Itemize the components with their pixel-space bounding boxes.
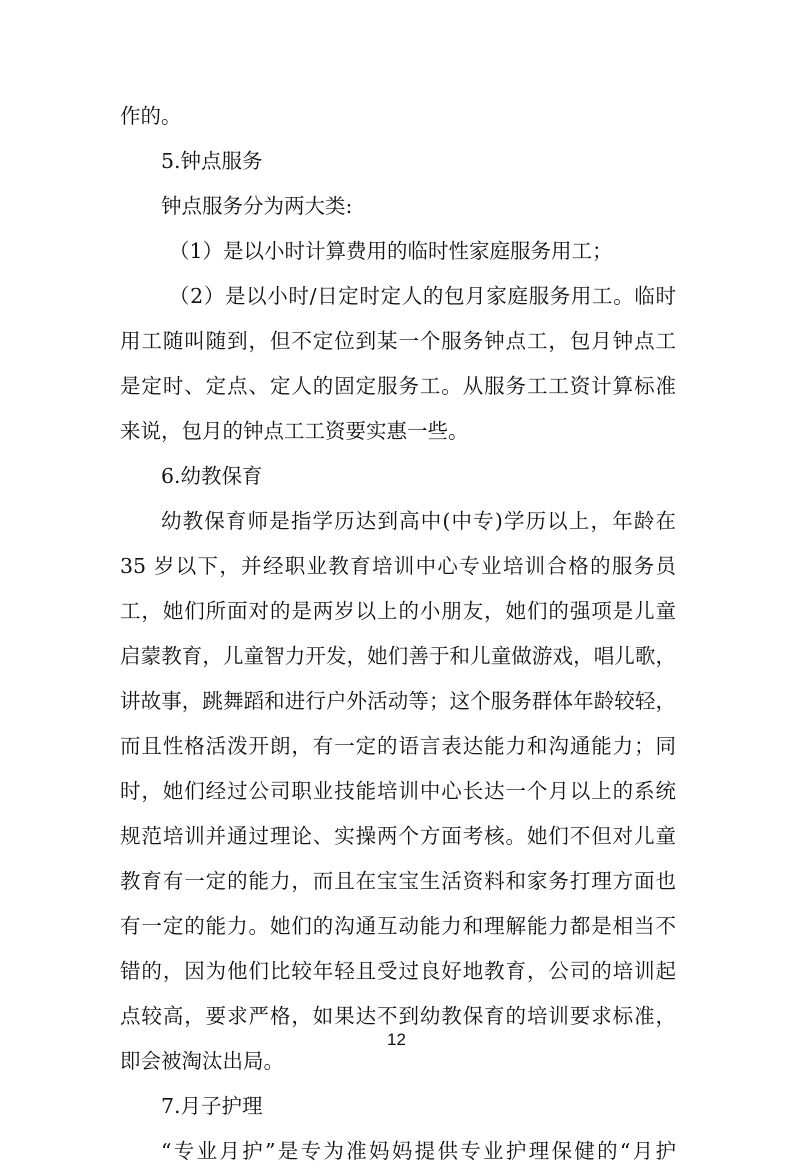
- section-7-heading: 7.月子护理: [161, 1094, 263, 1118]
- section-6-paragraph-line: 讲故事，跳舞蹈和进行户外活动等；这个服务群体年龄较轻，: [120, 689, 676, 713]
- section-5-heading: 5.钟点服务: [161, 149, 263, 173]
- section-7-first-line: “专业月护”是专为准妈妈提供专业护理保健的“月护: [161, 1139, 676, 1163]
- page-number: 12: [387, 1030, 406, 1049]
- section-5-intro: 钟点服务分为两大类:: [161, 194, 353, 218]
- section-5-paragraph-line: 来说，包月的钟点工工资要实惠一些。: [120, 419, 469, 443]
- continuation-text: 作的。: [120, 104, 182, 128]
- section-6-paragraph-line: 教育有一定的能力，而且在宝宝生活资料和家务打理方面也: [120, 869, 676, 893]
- section-6-paragraph-line: 幼教保育师是指学历达到高中(中专)学历以上，年龄在: [161, 509, 676, 533]
- section-6-paragraph-line: 工，她们所面对的是两岁以上的小朋友，她们的强项是儿童: [120, 599, 676, 623]
- section-6-paragraph-line: 而且性格活泼开朗，有一定的语言表达能力和沟通能力；同: [120, 734, 676, 758]
- section-5-paragraph-line: 是定时、定点、定人的固定服务工。从服务工工资计算标准: [120, 374, 676, 398]
- section-6-paragraph-line: 有一定的能力。她们的沟通互动能力和理解能力都是相当不: [120, 914, 676, 938]
- section-6-paragraph-line: 35 岁以下，并经职业教育培训中心专业培训合格的服务员: [120, 554, 676, 578]
- section-6-paragraph-line: 错的，因为他们比较年轻且受过良好地教育，公司的培训起: [120, 959, 676, 983]
- section-6-paragraph-line: 时，她们经过公司职业技能培训中心长达一个月以上的系统: [120, 779, 676, 803]
- section-6-paragraph-line: 规范培训并通过理论、实操两个方面考核。她们不但对儿童: [120, 824, 676, 848]
- section-6-heading: 6.幼教保育: [161, 464, 263, 488]
- section-6-paragraph-line: 启蒙教育，儿童智力开发，她们善于和儿童做游戏，唱儿歌，: [120, 644, 676, 668]
- section-6-paragraph-line: 点较高，要求严格，如果达不到幼教保育的培训要求标准，: [120, 1004, 676, 1028]
- document-body: [120, 94, 676, 1174]
- section-5-item-1: （1）是以小时计算费用的临时性家庭服务用工；: [169, 239, 613, 263]
- section-5-paragraph-line: （2）是以小时/日定时定人的包月家庭服务用工。临时: [169, 284, 676, 308]
- section-5-paragraph-line: 用工随叫随到，但不定位到某一个服务钟点工，包月钟点工: [120, 329, 676, 353]
- section-6-paragraph-line: 即会被淘汰出局。: [120, 1049, 284, 1073]
